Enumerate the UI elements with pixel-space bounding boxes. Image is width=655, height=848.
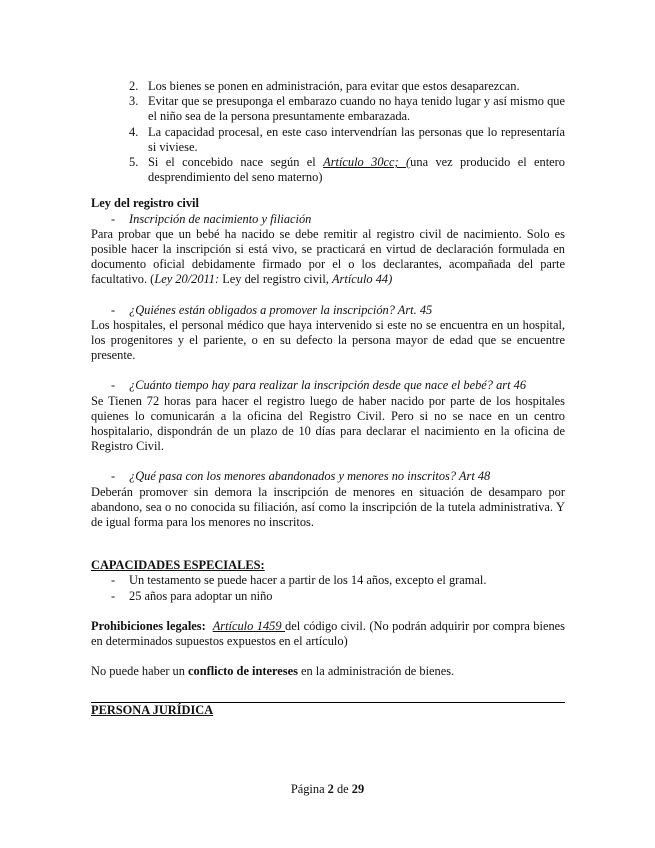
conflicto-paragraph: No puede haber un conflicto de intereses en la administración de bienes. xyxy=(91,664,455,679)
answer-46: Se Tienen 72 horas para hacer el registro luego de haber nacido por parte de los hospitales quienes lo comunicarán a la oficina del Registro Civil. Pero si no se nace en un centro hospitalario, dispondrán de un plazo de 10 días para declarar el nacimiento en la oficina de Registro Civil. xyxy=(91,393,565,454)
question-46: - ¿Cuánto tiempo hay para realizar la inscripción desde que nace el bebé? art 46 xyxy=(111,378,527,393)
article-1459-link[interactable]: Artículo 1459 xyxy=(212,618,286,633)
registro-heading: Ley del registro civil xyxy=(91,196,199,211)
list-item: - Un testamento se puede hacer a partir de los 14 años, excepto el gramal. xyxy=(111,573,487,588)
list-item: 2. Los bienes se ponen en administración, para evitar que estos desaparezcan. xyxy=(129,79,520,93)
answer-48: Deberán promover sin demora la inscripción de menores en situación de desamparo por abandono, sea o no conocida su filiación, así como la inscripción de la tutela administrativa. Y de igual forma para los menores no inscritos. xyxy=(91,484,565,530)
document-body xyxy=(91,79,565,718)
registro-paragraph: Para probar que un bebé ha nacido se debe remitir al registro civil de nacimiento. Solo es posible hacer la inscripción si está vivo, se practicará en virtud de declaración formulada en documento oficial debidamente firmado por el o los declarantes, acompañada del parte facultativo. (Ley 20/2011: Ley del registro civil, Artículo 44) xyxy=(91,226,565,287)
article-30-link[interactable]: Artículo 30cc; ( xyxy=(323,155,411,170)
prohibiciones-paragraph: Prohibiciones legales: Artículo 1459 del código civil. (No podrán adquirir por compra bienes en determinados supuestos expuestos en el artículo) xyxy=(91,618,565,649)
numbered-list xyxy=(91,79,565,185)
list-item: 4. La capacidad procesal, en este caso intervendrían las personas que lo representaría si viviese. xyxy=(129,124,565,154)
list-item: - 25 años para adoptar un niño xyxy=(111,588,273,603)
question-45: - ¿Quiénes están obligados a promover la inscripción? Art. 45 xyxy=(111,302,433,317)
persona-juridica-heading: PERSONA JURÍDICA xyxy=(91,702,214,717)
page-footer: Página 2 de 29 xyxy=(290,782,365,796)
answer-45: Los hospitales, el personal médico que haya intervenido si este no se encuentra en un hospital, los progenitores y el pariente, o en su defecto la persona mayor de edad que se encuentre presente. xyxy=(91,317,565,363)
question-48: - ¿Qué pasa con los menores abandonados y menores no inscritos? Art 48 xyxy=(111,469,491,484)
capacidades-heading: CAPACIDADES ESPECIALES: xyxy=(91,558,265,573)
list-item: 3. Evitar que se presuponga el embarazo cuando no haya tenido lugar y así mismo que el niño sea de la persona presuntamente embarazada. xyxy=(129,94,565,124)
list-item: 5. Si el concebido nace según el Artículo 30cc; (una vez producido el entero desprendimiento del seno materno) xyxy=(129,155,565,185)
registro-subheading: - Inscripción de nacimiento y filiación xyxy=(111,211,312,226)
capacidades-list xyxy=(91,573,565,603)
